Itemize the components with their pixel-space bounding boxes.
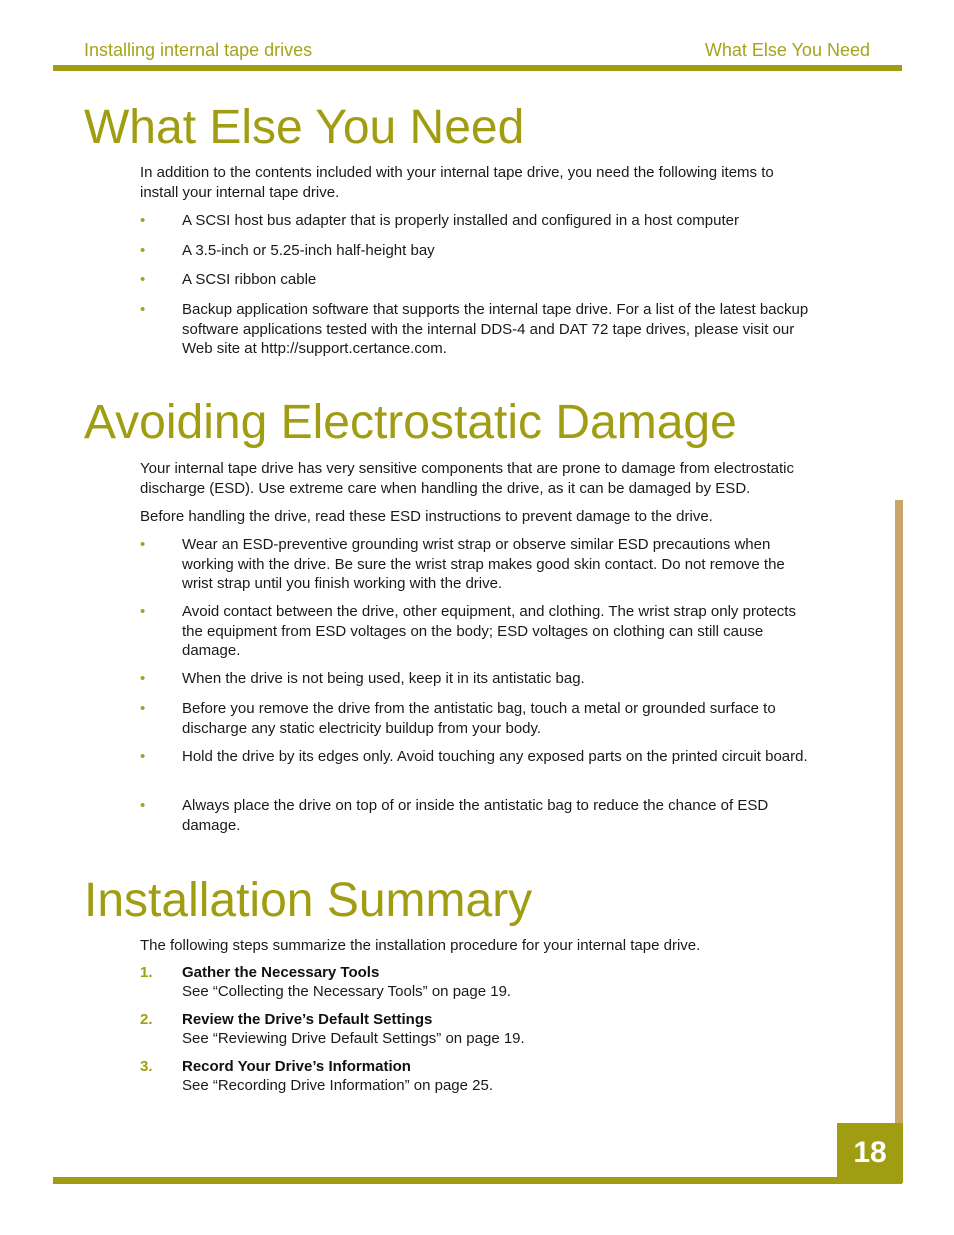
section-intro: Your internal tape drive has very sensitive components that are prone to damage from electrostatic discharge (ESD). Use extreme care when handling the drive, as it can be damaged by ESD. [140,460,794,497]
list-item-text: A SCSI host bus adapter that is properly installed and configured in a host computer [182,212,739,229]
list-item-text: When the drive is not being used, keep it in its antistatic bag. [182,670,585,687]
list-item-text: A SCSI ribbon cable [182,271,317,288]
step-title: Gather the Necessary Tools [182,964,380,981]
section-intro: In addition to the contents included with your internal tape drive, you need the following items to install your internal tape drive. [140,164,774,201]
bullet-icon: • [140,670,146,687]
bullet-icon: • [140,603,146,620]
step-number: 1. [140,964,153,981]
step-number: 2. [140,1011,153,1028]
step-title: Record Your Drive’s Information [182,1058,411,1075]
list-item-text: Wear an ESD-preventive grounding wrist strap or observe similar ESD precautions when working with the drive. Be sure the wrist strap makes good skin contact. Do not remove the wrist strap until you finish working with the drive. [182,536,785,592]
header-rule [53,65,902,71]
list-item-text: A 3.5-inch or 5.25-inch half-height bay [182,242,435,259]
running-header-chapter: Installing internal tape drives [84,40,313,60]
list-item-text: Hold the drive by its edges only. Avoid touching any exposed parts on the printed circuit board. [182,748,808,765]
step-reference: See “Collecting the Necessary Tools” on page 19. [182,983,512,1000]
section-title-avoiding-esd: Avoiding Electrostatic Damage [84,396,737,449]
bullet-icon: • [140,748,146,765]
side-thumb-bar [895,500,903,1125]
footer-rule [53,1177,902,1184]
list-item-text: Before you remove the drive from the antistatic bag, touch a metal or grounded surface to discharge any static electricity buildup from your body. [182,700,776,737]
list-item-text: Always place the drive on top of or inside the antistatic bag to reduce the chance of ESD damage. [182,797,769,834]
step-title: Review the Drive’s Default Settings [182,1011,433,1028]
bullet-icon: • [140,212,146,229]
bullet-icon: • [140,242,146,259]
bullet-icon: • [140,536,146,553]
section-title-installation-summary: Installation Summary [84,874,533,927]
section-intro-2: Before handling the drive, read these ESD instructions to prevent damage to the drive. [140,508,713,525]
list-item-text: Avoid contact between the drive, other equipment, and clothing. The wrist strap only protects the equipment from ESD voltages on the body; ESD voltages on clothing can still cause damage. [182,603,796,659]
bullet-icon: • [140,700,146,717]
bullet-icon: • [140,797,146,814]
section-title-what-else-you-need: What Else You Need [84,101,525,154]
page-number: 18 [837,1123,903,1183]
bullet-icon: • [140,301,146,318]
step-reference: See “Reviewing Drive Default Settings” on page 19. [182,1030,525,1047]
section-intro: The following steps summarize the installation procedure for your internal tape drive. [140,937,701,954]
list-item-text: Backup application software that supports the internal tape drive. For a list of the latest backup software applications tested with the internal DDS-4 and DAT 72 tape drives, please visit our Web site at http://support.certance.com. [182,301,809,357]
running-header-section: What Else You Need [704,40,870,60]
step-number: 3. [140,1058,153,1075]
bullet-icon: • [140,271,146,288]
step-reference: See “Recording Drive Information” on page 25. [182,1077,494,1094]
